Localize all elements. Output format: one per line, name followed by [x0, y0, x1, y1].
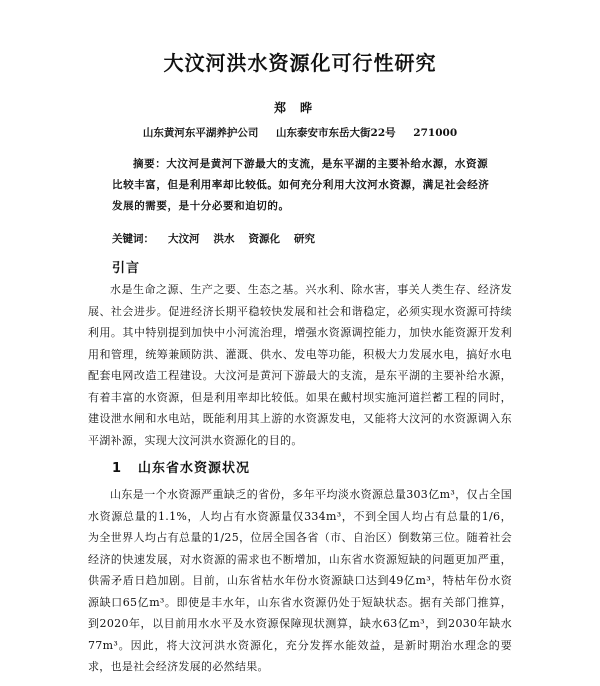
section1-heading — [112, 460, 250, 478]
abstract — [112, 154, 498, 217]
section1-title: 山东省水资源状况 — [138, 461, 251, 476]
keyword-item: 研究 — [294, 233, 315, 245]
affiliation-unit: 山东黄河东平湖养护公司 — [142, 127, 259, 139]
abstract-text: 大汶河是黄河下游最大的支流，是东平湖的主要补给水源，水资源比较丰富，但是利用率却比较低。如何充分利用大汶河水资源，满足社会经济发展的需要，是十分必要和迫切的。 — [112, 158, 490, 212]
section1-paragraph: 山东是一个水资源严重缺乏的省份，多年平均淡水资源总量303亿m³，仅占全国水资源总量的1.1%，人均占有水资源量仅334m³，不到全国人均占有总量的1/6，为全世界人均占有总量的1/25，位居全国各省（市、自治区）倒数第三位。随着社会经济的快速发展，对水资源的需求也不断增加，山东省水资源短缺的问题更加严重，供需矛盾日趋加剧。目前，山东省枯水年份水资源缺口达到49亿m³，特枯年份水资源缺口65亿m³。即使是丰水年，山东省水资源仍处于短缺状态。据有关部门推算，到2020年，以目前用水水平及水资源保障现状测算，缺水63亿m³，到2030年缺水77m³。因此，将大汶河洪水资源化，充分发挥水能效益，是新时期治水理念的要求，也是社会经济发展的必然结果。 — [88, 488, 512, 673]
intro-heading: 引言 — [112, 261, 141, 276]
section1-number: 1 — [112, 461, 123, 476]
intro-paragraph: 水是生命之源、生产之要、生态之基。兴水利、除水害，事关人类生存、经济发展、社会进步。促进经济长期平稳较快发展和社会和谐稳定，必须实现水资源可持续利用。其中特别提到加快中小河流治理，增强水资源调控能力，加快水能资源开发利用和管理，统筹兼顾防洪、灌溉、供水、发电等功能，积极大力发展水电，搞好水电配套电网改造工程建设。大汶河是黄河下游最大的支流，是东平湖的主要补给水源，有着丰富的水资源，但是利用率却比较低。如果在戴村坝实施河道拦蓄工程的同时，建设泄水闸和水电站，既能利用其上游的水资源发电，又能将大汶河的水资源调入东平湖补源，实现大汶河洪水资源化的目的。 — [88, 283, 512, 447]
affiliation-postcode: 271000 — [413, 127, 458, 139]
keyword-item: 大汶河 — [168, 233, 200, 245]
author-name: 郑晔 — [273, 101, 326, 115]
keyword-item: 资源化 — [248, 233, 280, 245]
paper-title: 大汶河洪水资源化可行性研究 — [163, 51, 437, 75]
affiliation — [0, 126, 600, 140]
keyword-item: 洪水 — [213, 233, 235, 245]
keywords — [112, 231, 512, 247]
keywords-label: 关键词： — [112, 233, 154, 245]
affiliation-address: 山东泰安市东岳大街22号 — [276, 127, 396, 139]
abstract-label: 摘要： — [133, 158, 167, 170]
